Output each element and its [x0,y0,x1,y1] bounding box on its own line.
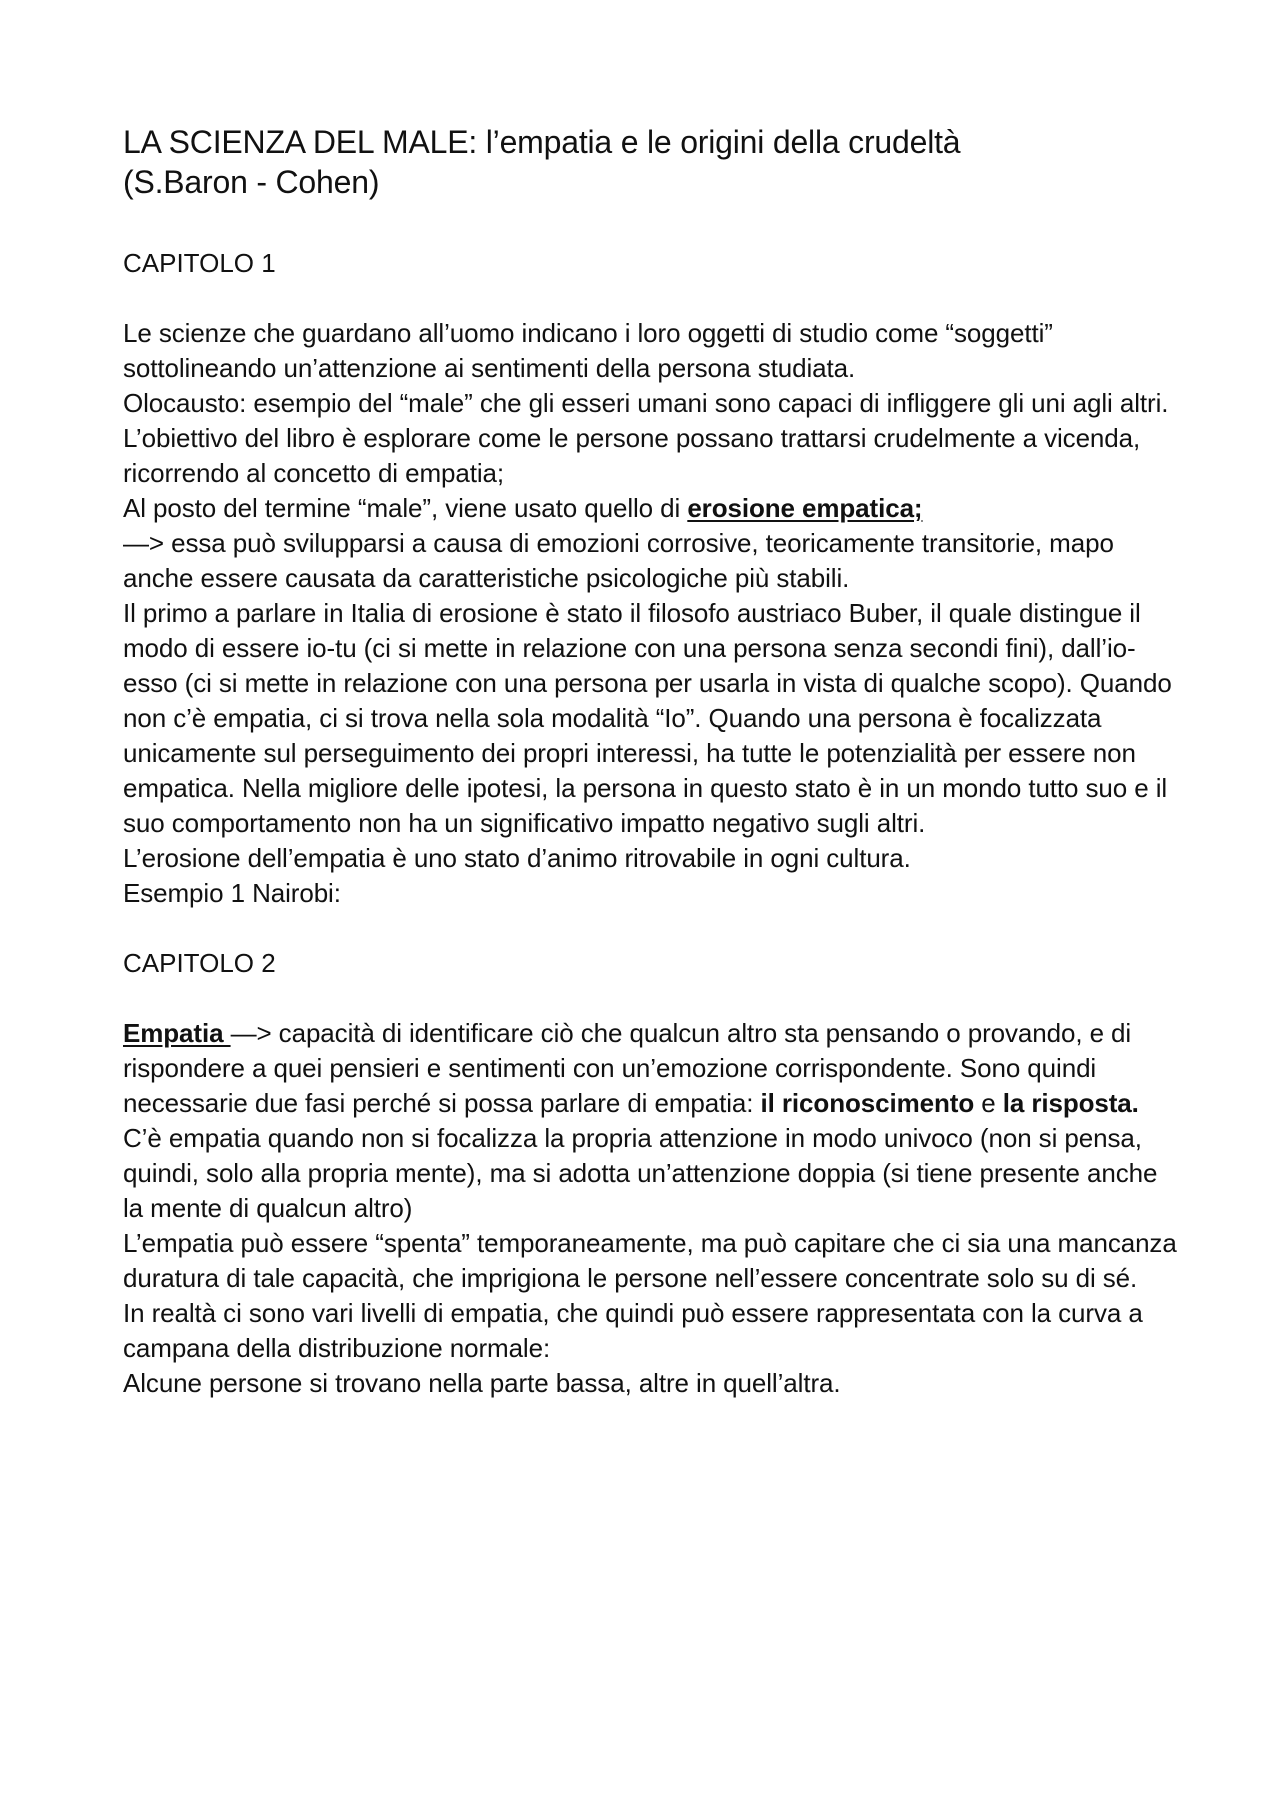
paragraph: L’erosione dell’empatia è uno stato d’animo ritrovabile in ogni cultura. [123,843,911,873]
paragraph: Il primo a parlare in Italia di erosione è stato il filosofo austriaco Buber, il quale distingue il modo di essere io-tu (ci si mette in relazione con una persona senza secondi fini), dall’io-esso (ci si mette in relazione con una persona per usarla in vista di qualche scopo). Quando non c’è empatia, ci si trova nella sola modalità “Io”. Quando una persona è focalizzata unicamente sul perseguimento dei propri interessi, ha tutte le potenzialità per essere non empatica. Nella migliore delle ipotesi, la persona in questo stato è in un mondo tutto suo e il suo comportamento non ha un significativo impatto negativo sugli altri. [123,598,1172,838]
paragraph: L’empatia può essere “spenta” temporaneamente, ma può capitare che ci sia una mancanza duratura di tale capacità, che imprigiona le persone nell’essere concentrate solo su di sé. [123,1228,1177,1293]
bold-term-riconoscimento: il riconoscimento [760,1088,975,1118]
paragraph-text: —> capacità di identificare ciò che qualcun altro sta pensando o provando, e di rispondere a quei pensieri e sentimenti con un’emozione corrispondente. Sono quindi necessarie due fasi perché si possa parlare di empatia: [123,1018,1132,1118]
paragraph: In realtà ci sono vari livelli di empatia, che quindi può essere rappresentata con la curva a campana della distribuzione normale: [123,1298,1143,1363]
key-term-erosione-empatica: erosione empatica; [687,493,923,523]
paragraph: Le scienze che guardano all’uomo indicano i loro oggetti di studio come “soggetti” sottolineando un’attenzione ai sentimenti della persona studiata. [123,318,1053,383]
paragraph: Alcune persone si trovano nella parte bassa, altre in quell’altra. [123,1368,841,1398]
chapter-2-body [123,1016,1183,1401]
paragraph: Olocausto: esempio del “male” che gli esseri umani sono capaci di infliggere gli uni agli altri. [123,388,1169,418]
bold-term-risposta: la risposta. [1002,1088,1139,1118]
chapter-1-body [123,316,1183,911]
document-page [123,122,1183,1401]
paragraph: C’è empatia quando non si focalizza la propria attenzione in modo univoco (non si pensa, quindi, solo alla propria mente), ma si adotta un’attenzione doppia (si tiene presente anche la mente di qualcun altro) [123,1123,1158,1223]
document-title [123,122,1183,202]
paragraph [123,1016,1183,1121]
title-line-2: (S.Baron - Cohen) [123,164,380,200]
key-term-empatia: Empatia [123,1018,231,1048]
paragraph: L’obiettivo del libro è esplorare come le persone possano trattarsi crudelmente a vicenda, ricorrendo al concetto di empatia; [123,423,1141,488]
paragraph: Esempio 1 Nairobi: [123,878,341,908]
paragraph-text: Al posto del termine “male”, viene usato quello di [123,493,688,523]
paragraph [123,491,1183,526]
chapter-2-heading: CAPITOLO 2 [123,948,276,978]
paragraph-text: e [974,1088,1003,1118]
chapter-1-heading: CAPITOLO 1 [123,248,276,278]
title-line-1: LA SCIENZA DEL MALE: l’empatia e le origini della crudeltà [123,124,961,160]
paragraph: —> essa può svilupparsi a causa di emozioni corrosive, teoricamente transitorie, mapo anche essere causata da caratteristiche psicologiche più stabili. [123,528,1114,593]
